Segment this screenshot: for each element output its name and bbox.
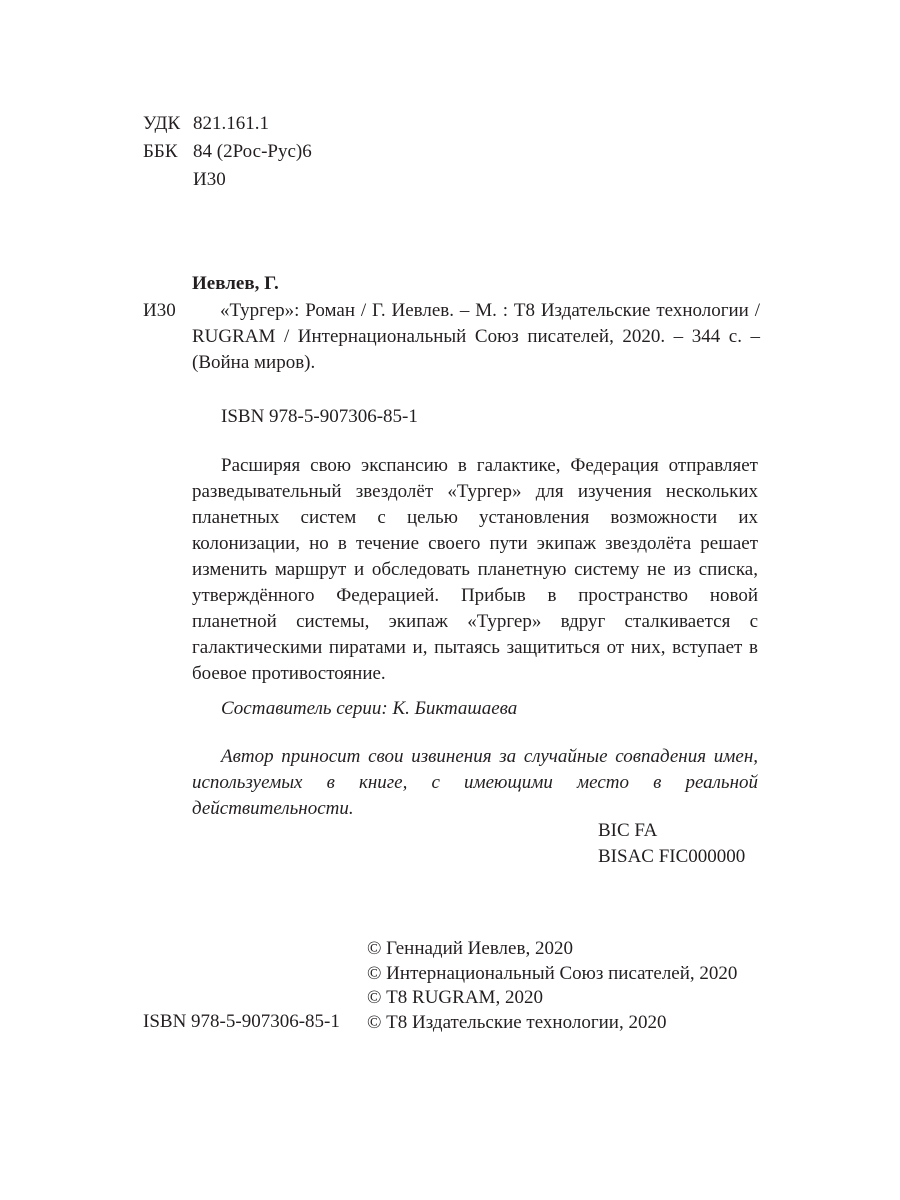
copyright-line: © Т8 Издательские технологии, 2020 (367, 1011, 667, 1033)
subject-codes (598, 818, 745, 870)
footer-isbn: ISBN 978-5-907306-85-1 (143, 1011, 340, 1032)
copyright-line: © Геннадий Иевлев, 2020 (367, 938, 573, 959)
copyright-line: © Интернациональный Союз писателей, 2020 (367, 962, 738, 984)
bbk-row (143, 138, 312, 166)
bbk-value: 84 (2Рос-Рус)6 (193, 141, 312, 162)
bic-code: BIC FA (598, 820, 658, 841)
entry-author: Иевлев, Г. (192, 273, 279, 294)
author-mark: И30 (193, 169, 226, 190)
bbk-label: ББК (143, 141, 178, 162)
entry-code: И30 (143, 300, 176, 321)
disclaimer: Автор приносит свои извинения за случайные совпадения имен, используемых в книге, с имеющими место в реальной действительности. (192, 746, 758, 819)
entry-isbn: ISBN 978-5-907306-85-1 (221, 406, 418, 427)
classification-block (143, 110, 312, 194)
copyright-block (367, 937, 737, 1035)
entry-description: «Тургер»: Роман / Г. Иевлев. – М. : Т8 Издательские технологии / RUGRAM / Интернациональный Союз писателей, 2020. – 344 с. – (Война миров). (192, 300, 760, 373)
udk-row (143, 110, 312, 138)
annotation: Расширяя свою экспансию в галактике, Федерация отправляет разведывательный звездолёт «Тургер» для изучения нескольких планетных систем с целью установления возможности их колонизации, но в течение своего пути экипаж звездолёта решает изменить маршрут и обследовать планетную систему не из списка, утверждённого Федерацией. Прибыв в пространство новой планетной системы, экипаж «Тургер» вдруг сталкивается с галактическими пиратами и, пытаясь защититься от них, вступает в боевое противостояние. (192, 455, 758, 684)
udk-label: УДК (143, 113, 181, 134)
copyright-line: © Т8 RUGRAM, 2020 (367, 987, 543, 1008)
udk-value: 821.161.1 (193, 113, 269, 134)
bisac-code: BISAC FIC000000 (598, 846, 746, 867)
series-compiler: Составитель серии: К. Бикташаева (221, 698, 518, 719)
author-mark-row (143, 166, 312, 194)
